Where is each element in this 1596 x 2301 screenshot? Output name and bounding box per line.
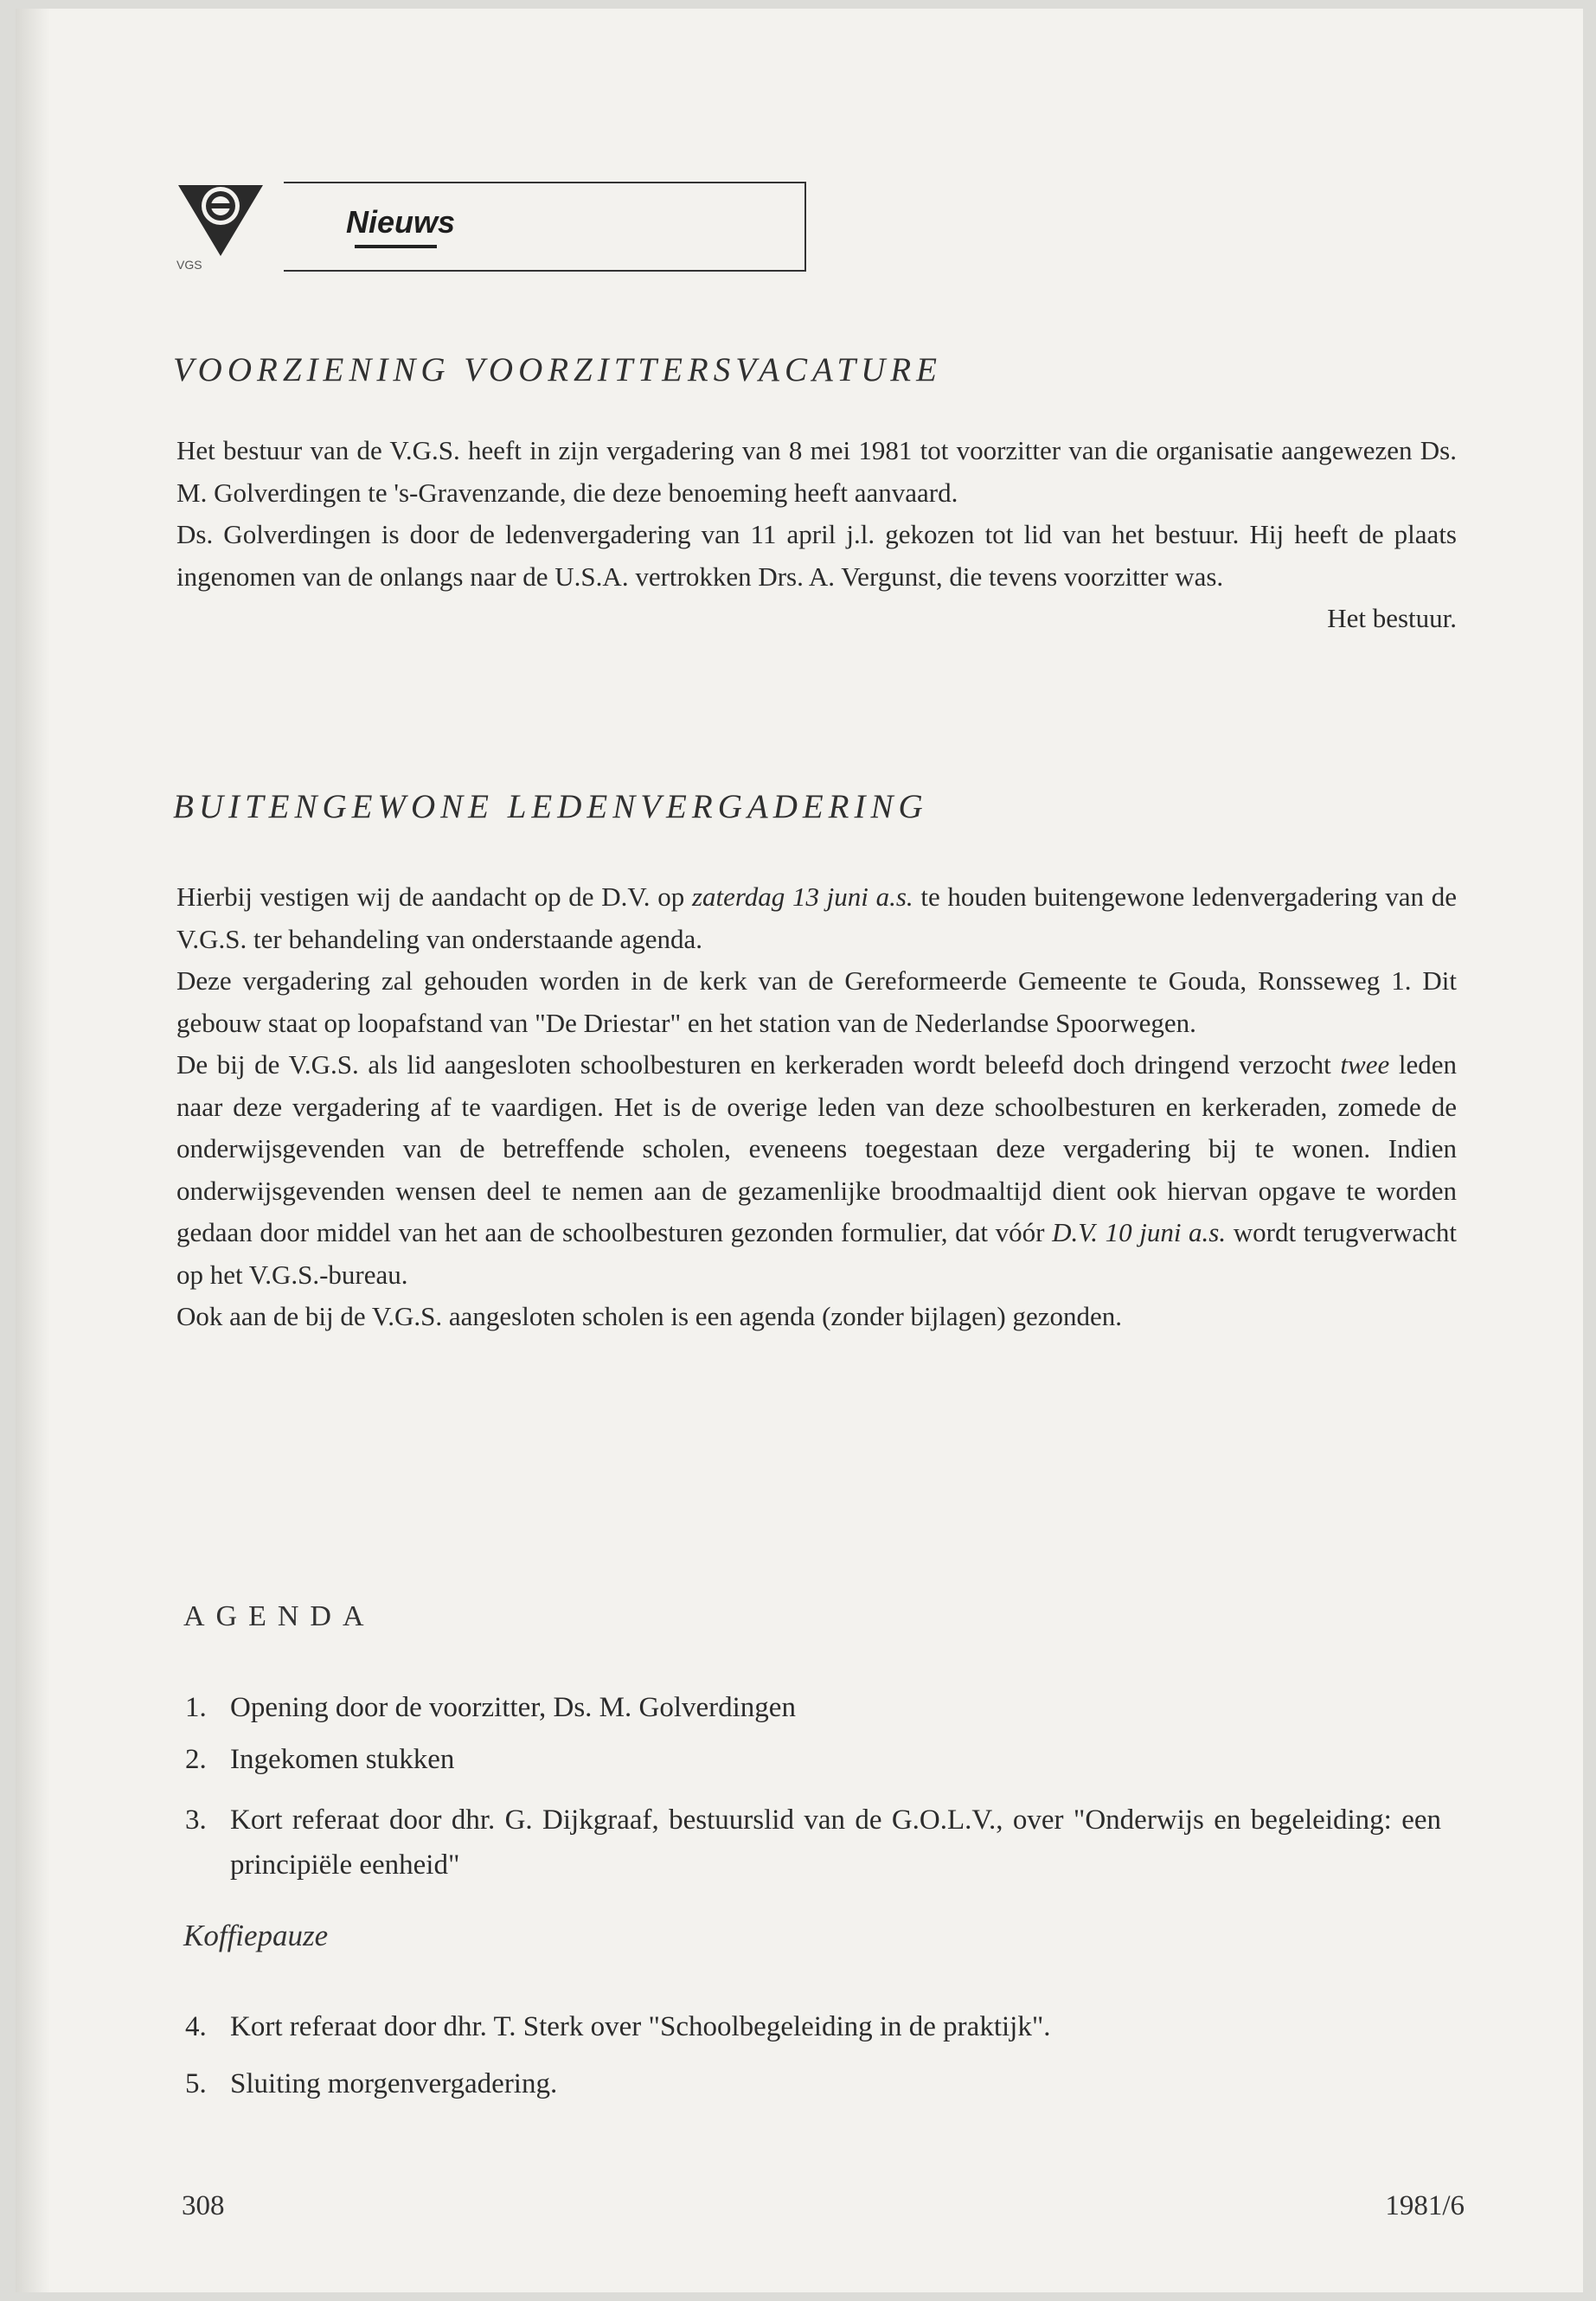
logo-label: VGS	[176, 258, 202, 272]
section2-paragraph: Hierbij vestigen wij de aandacht op de D.V. op zaterdag 13 juni a.s. te houden buitengewone ledenvergadering van de V.G.S. ter behandeling van onderstaande agenda.	[176, 881, 1457, 954]
issue-number: 1981/6	[1385, 2190, 1465, 2221]
agenda-title: AGENDA	[183, 1600, 375, 1632]
page-number: 308	[182, 2190, 225, 2221]
deadline-date: D.V. 10 juni a.s.	[1052, 1217, 1227, 1247]
section2-paragraph: De bij de V.G.S. als lid aangesloten schoolbesturen en kerkeraden wordt beleefd doch dringend verzocht twee leden naar deze vergadering af te vaardigen. Het is de overige leden van deze schoolbesturen en kerkeraden, zomede de onderwijsgevenden van de betreffende scholen, eveneens toegestaan deze vergadering bij te wonen. Indien onderwijsgevenden wensen deel te nemen aan de gezamenlijke broodmaaltijd dient ook hiervan opgave te worden gedaan door middel van het aan de schoolbesturen gezonden formulier, dat vóór D.V. 10 juni a.s. wordt terugverwacht op het V.G.S.-bureau.	[176, 1049, 1457, 1290]
section2-paragraph: Deze vergadering zal gehouden worden in de kerk van de Gereformeerde Gemeente te Gouda, Ronsseweg 1. Dit gebouw staat op loopafstand van "De Driestar" en het station van de Nederlandse Spoorwegen.	[176, 965, 1457, 1038]
section1-title: VOORZIENING VOORZITTERSVACATURE	[173, 351, 942, 388]
agenda-item: 4. Kort referaat door dhr. T. Sterk over "Schoolbegeleiding in de praktijk".	[185, 2011, 1051, 2042]
section2-title: BUITENGEWONE LEDENVERGADERING	[173, 788, 928, 825]
section1-paragraph: Ds. Golverdingen is door de ledenvergadering van 11 april j.l. gekozen tot lid van het bestuur. Hij heeft de plaats ingenomen van de onlangs naar de U.S.A. vertrokken Drs. A. Vergunst, die tevens voorzitter was.	[176, 519, 1457, 592]
agenda-item: 1. Opening door de voorzitter, Ds. M. Golverdingen	[185, 1692, 796, 1723]
meeting-date: zaterdag 13 juni a.s.	[691, 881, 913, 912]
agenda-pause: Koffiepauze	[183, 1919, 329, 1952]
agenda-item: 3. Kort referaat door dhr. G. Dijkgraaf, bestuurslid van de G.O.L.V., over "Onderwijs en begeleiding: een principiële eenheid"	[185, 1804, 1441, 1881]
section-label: Nieuws	[346, 204, 456, 240]
section2-body	[176, 876, 1457, 1338]
section2-paragraph: Ook aan de bij de V.G.S. aangesloten scholen is een agenda (zonder bijlagen) gezonden.	[176, 1301, 1122, 1331]
label-underline	[355, 245, 437, 248]
section1-signature: Het bestuur.	[1327, 603, 1457, 633]
document-page	[16, 9, 1583, 2292]
news-header	[173, 173, 813, 277]
agenda-item: 5. Sluiting morgenvergadering.	[185, 2068, 558, 2099]
section1-body	[176, 430, 1457, 640]
section1-paragraph: Het bestuur van de V.G.S. heeft in zijn vergadering van 8 mei 1981 tot voorzitter van die organisatie aangewezen Ds. M. Golverdingen te 's-Gravenzande, die deze benoeming heeft aanvaard.	[176, 435, 1457, 508]
agenda-item: 2. Ingekomen stukken	[185, 1744, 455, 1775]
